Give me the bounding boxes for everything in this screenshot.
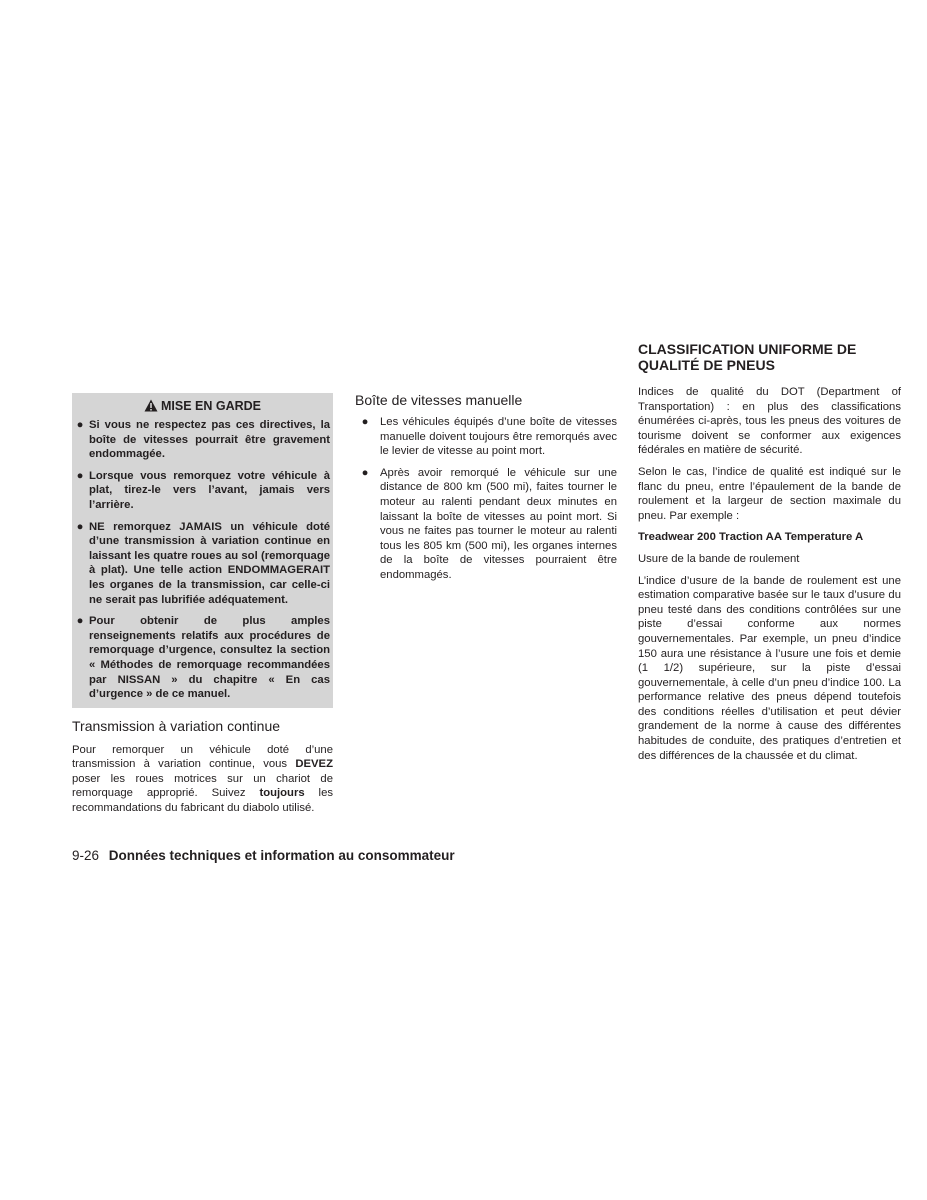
right-column: [638, 341, 901, 770]
cvt-emphasis: toujours: [259, 787, 305, 800]
middle-column: [355, 391, 617, 590]
warning-item-text: Si vous ne respectez pas ces directives, la boîte de vitesses pourrait être gravement endommagée.: [89, 419, 330, 461]
bullet-icon: ●: [76, 615, 84, 628]
bullet-icon: ●: [76, 469, 84, 482]
warning-triangle-icon: [144, 399, 158, 412]
tire-paragraph-1: Indices de qualité du DOT (Department of Transportation) : en plus des classifications énumérées ci-après, tous les pneus des voitures de tourisme doivent se conformer aux exigences fédérales en matière de sécurité.: [638, 386, 901, 457]
warning-box: [72, 393, 333, 708]
warning-title: [72, 395, 333, 418]
bullet-icon: ●: [361, 466, 369, 479]
warning-item: [72, 469, 333, 513]
manual-item: [355, 466, 617, 583]
warning-item: [72, 614, 333, 702]
warning-item-text: NE remorquez JAMAIS un véhicule doté d’une transmission à variation continue en laissant les quatre roues au sol (remorquage à plat). Une telle action ENDOMMAGERAIT les organes de la transmission, car celle-ci ne serait pas lubrifiée adéquatement.: [89, 520, 330, 606]
cvt-heading: Transmission à variation continue: [72, 717, 281, 734]
cvt-text: Pour remorquer un véhicule doté d’une transmission à variation continue, vous: [72, 743, 333, 771]
tire-heading: CLASSIFICATION UNIFORME DE QUALITÉ DE PNEUS: [638, 341, 857, 373]
warning-item-text: Pour obtenir de plus amples renseignements relatifs aux procédures de remorquage d’urgence, consultez la section « Méthodes de remorquage recommandées par NISSAN » du chapitre « En cas d’urgence » de ce manuel.: [89, 615, 330, 701]
warning-title-text: MISE EN GARDE: [160, 399, 261, 413]
bullet-icon: ●: [76, 520, 84, 533]
tire-example: Treadwear 200 Traction AA Temperature A: [638, 531, 864, 544]
manual-item: [355, 415, 617, 459]
warning-item: [72, 418, 333, 462]
bullet-icon: ●: [76, 419, 84, 431]
manual-heading: Boîte de vitesses manuelle: [355, 392, 523, 408]
manual-item-text: Les véhicules équipés d’une boîte de vitesses manuelle doivent toujours être remorqués avec le levier de vitesse au point mort.: [380, 416, 617, 458]
manual-list: [355, 415, 617, 583]
bullet-icon: ●: [361, 416, 369, 428]
page-number: 9-26: [72, 848, 100, 863]
cvt-text: poser les roues motrices sur un chariot de remorquage approprié. Suivez: [72, 772, 333, 800]
tire-paragraph-2: Selon le cas, l’indice de qualité est indiqué sur le flanc du pneu, entre l’épaulement de la bande de roulement et la largeur de section maximale du pneu. Par exemple :: [638, 465, 901, 522]
tire-paragraph-3: L’indice d’usure de la bande de roulement est une estimation comparative basée sur le taux d’usure du pneu testé dans des conditions contrôlées sur une piste d’essai conforme aux normes gouvernementales. Par exemple, un pneu d’indice 150 aura une résistance à l’usure une fois et demie (1 1/2) supérieure, sur la piste d’essai gouvernementale, à celle d’un pneu d’indice 100. La performance relative des pneus dépend toutefois des conditions réelles d’utilisation et peut dévier grandement de la norme à cause des différentes habitudes de conduite, des pratiques d’entretien et des différences de la chaussée et du climat.: [638, 574, 901, 762]
manual-item-text: Après avoir remorqué le véhicule sur une distance de 800 km (500 mi), faites tourner le moteur au ralenti pendant deux minutes en laissant la boîte de vitesses au point mort. Si vous ne faites pas tourner le moteur au ralenti tous les 805 km (500 mi), les organes internes de la boîte de vitesses pourraient être endommagés.: [380, 466, 617, 581]
treadwear-subheading: Usure de la bande de roulement: [638, 552, 800, 565]
page-footer: [72, 848, 455, 863]
cvt-text: les recommandations du fabricant du diabolo utilisé.: [72, 787, 333, 815]
chapter-title: Données techniques et information au consommateur: [108, 848, 455, 863]
left-column: [72, 393, 333, 823]
warning-list: [72, 418, 333, 702]
cvt-emphasis: DEVEZ: [295, 758, 333, 771]
warning-item: [72, 520, 333, 608]
warning-item-text: Lorsque vous remorquez votre véhicule à plat, tirez-le vers l’avant, jamais vers l’arrière.: [89, 469, 330, 511]
cvt-paragraph: [72, 743, 333, 816]
